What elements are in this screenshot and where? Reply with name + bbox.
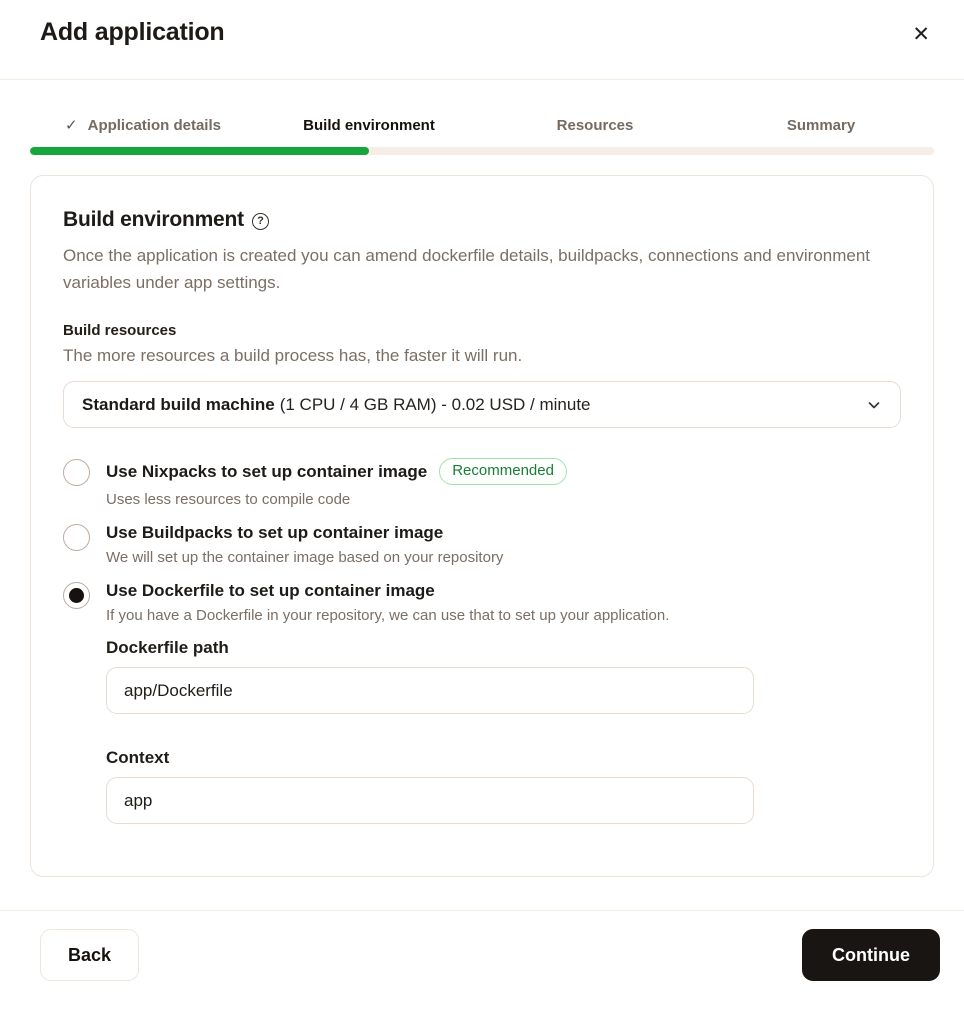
step-summary[interactable] [708,116,934,134]
chevron-down-icon [866,397,882,413]
context-input[interactable] [106,777,754,824]
build-environment-panel [30,175,934,877]
radio-button-buildpacks[interactable] [63,524,90,551]
radio-option-buildpacks [63,523,901,566]
modal-header [0,0,964,80]
dockerfile-path-label: Dockerfile path [106,638,229,658]
radio-button-nixpacks[interactable] [63,459,90,486]
stepper [30,116,934,134]
step-resources[interactable] [482,116,708,134]
page-title: Add application [40,18,225,46]
build-machine-select[interactable] [63,381,901,428]
section-description: Once the application is created you can amend dockerfile details, buildpacks, connections and environment variables under app settings. [63,246,871,293]
modal-footer [0,910,964,981]
step-application-details[interactable] [30,116,256,134]
radio-option-dockerfile [63,581,901,624]
selected-machine-name: Standard build machine [82,394,275,414]
step-label: Resources [556,116,634,134]
progress-fill [30,147,369,155]
dockerfile-path-field [106,638,901,714]
build-resources-label: Build resources [63,322,177,340]
step-label: Application details [87,116,221,134]
progress-bar [30,147,934,155]
container-image-options [63,458,901,624]
radio-option-label[interactable]: Use Dockerfile to set up container image [106,581,435,601]
close-icon[interactable]: ✕ [906,18,936,51]
help-icon[interactable]: ? [252,213,269,230]
step-build-environment[interactable] [256,116,482,134]
radio-option-description: If you have a Dockerfile in your repository, we can use that to set up your application. [106,607,670,625]
radio-button-dockerfile[interactable] [63,582,90,609]
continue-button[interactable]: Continue [802,929,940,981]
dockerfile-path-input[interactable] [106,667,754,714]
radio-option-description: We will set up the container image based on your repository [106,549,504,567]
context-label: Context [106,748,170,768]
radio-option-description: Uses less resources to compile code [106,491,351,509]
context-field [106,748,901,824]
recommended-badge: Recommended [439,458,567,485]
step-label: Build environment [303,116,435,134]
build-resources-hint: The more resources a build process has, the faster it will run. [63,346,523,366]
check-icon: ✓ [65,117,78,134]
radio-option-label[interactable]: Use Buildpacks to set up container image [106,523,444,543]
section-title: Build environment [63,208,244,231]
back-button[interactable]: Back [40,929,139,981]
step-label: Summary [786,116,856,134]
radio-option-nixpacks [63,458,901,508]
radio-option-label[interactable]: Use Nixpacks to set up container image [106,461,428,481]
selected-machine-specs: (1 CPU / 4 GB RAM) - 0.02 USD / minute [279,394,591,414]
